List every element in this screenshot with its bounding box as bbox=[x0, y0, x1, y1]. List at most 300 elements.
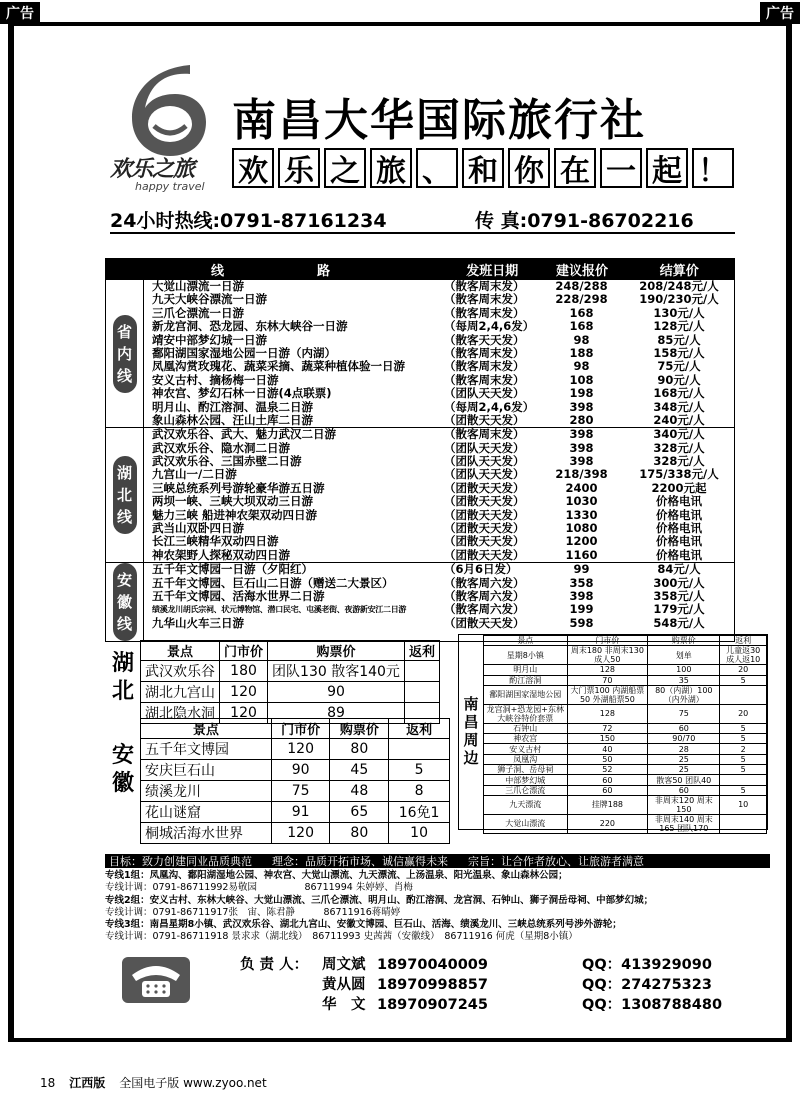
route-price: 2400 bbox=[565, 481, 598, 495]
route-name: 三爪仑漂流一日游 bbox=[152, 306, 244, 320]
route-settle: 190/230元/人 bbox=[639, 293, 719, 307]
route-schedule: （团队天天发） bbox=[444, 441, 525, 455]
route-row[interactable] bbox=[144, 509, 734, 522]
header-cell: 返利 bbox=[404, 641, 439, 661]
route-price: 398 bbox=[569, 400, 594, 414]
route-name: 武当山双卧四日游 bbox=[152, 522, 244, 536]
route-schedule: （散客周末发） bbox=[444, 373, 525, 387]
table-cell: 九天漂流 bbox=[484, 795, 568, 814]
nanchang-label: 南昌周边 bbox=[463, 695, 479, 767]
slogan-char: 之 bbox=[324, 148, 366, 188]
header-cell: 购票价 bbox=[268, 641, 405, 661]
table-cell: 团队130 散客140元 bbox=[268, 661, 405, 682]
route-section bbox=[106, 279, 734, 427]
route-row[interactable] bbox=[144, 360, 734, 373]
footer bbox=[40, 1074, 267, 1091]
route-section bbox=[106, 427, 734, 562]
route-name: 安义古村、摘杨梅一日游 bbox=[152, 373, 279, 387]
table-cell: 大觉山漂流 bbox=[484, 814, 568, 833]
table-cell bbox=[404, 682, 439, 703]
route-schedule: （团散天天发） bbox=[444, 413, 525, 427]
table-cell: 绩溪龙川 bbox=[141, 781, 272, 802]
route-settle: 75元/人 bbox=[657, 360, 701, 374]
contact-qq[interactable]: QQ：274275323 bbox=[582, 977, 712, 993]
route-name: 新龙宫洞、恐龙园、东林大峡谷一日游 bbox=[152, 320, 348, 334]
table-row bbox=[484, 785, 767, 795]
table-cell: 5 bbox=[720, 734, 767, 744]
group-line: 专线1组：凤凰沟、鄱阳湖湿地公园、神农宫、大觉山漂流、九天漂流、上汤温泉、阳光温泉、象山森林公园； bbox=[105, 870, 568, 881]
route-schedule: （散客周末发） bbox=[444, 428, 525, 442]
route-price: 99 bbox=[573, 563, 590, 577]
header-cell: 返利 bbox=[720, 636, 767, 646]
anhui-ticket-table bbox=[140, 718, 450, 844]
slogan-char: 你 bbox=[508, 148, 550, 188]
table-cell: 60 bbox=[648, 723, 720, 733]
table-cell: 龙宫洞+恐龙园+东林大峡谷特价套票 bbox=[484, 704, 568, 723]
route-price: 280 bbox=[569, 413, 594, 427]
slogan-char: 、 bbox=[416, 148, 458, 188]
table-cell: 狮子洞、岳母祠 bbox=[484, 765, 568, 775]
table-cell: 50 bbox=[567, 754, 648, 764]
table-cell: 5 bbox=[720, 754, 767, 764]
slogan-char: ！ bbox=[692, 148, 734, 188]
route-schedule: （团散天天发） bbox=[444, 548, 525, 562]
route-schedule: （散客周末发） bbox=[444, 346, 525, 360]
route-settle: 价格电讯 bbox=[656, 548, 702, 562]
group-line: 专线3组：南昌星期8小镇、武汉欢乐谷、湖北九宫山、安徽文博园、巨石山、活海、绩溪龙川、三峡总统系列号涉外游轮； bbox=[105, 919, 622, 931]
table-row bbox=[484, 734, 767, 744]
route-price: 98 bbox=[573, 333, 590, 347]
route-row[interactable] bbox=[144, 320, 734, 333]
region-cell bbox=[106, 563, 144, 641]
mission-concept: 理念：品质开拓市场、诚信赢得未来 bbox=[272, 855, 448, 868]
header-schedule: 发班日期 bbox=[466, 263, 519, 279]
table-row bbox=[141, 781, 450, 802]
route-row[interactable] bbox=[144, 549, 734, 562]
table-header bbox=[484, 636, 767, 646]
table-row bbox=[141, 802, 450, 823]
route-row[interactable] bbox=[144, 590, 734, 603]
route-name: 大觉山漂流一日游 bbox=[152, 280, 244, 293]
table-cell: 80 bbox=[330, 823, 389, 844]
header-cell: 门市价 bbox=[220, 641, 268, 661]
route-settle: 价格电讯 bbox=[656, 535, 702, 549]
table-cell: 25 bbox=[648, 765, 720, 775]
header-cell: 购票价 bbox=[330, 719, 389, 739]
contact-role: 负 责 人： bbox=[240, 957, 309, 973]
header-cell: 景点 bbox=[141, 641, 220, 661]
table-row bbox=[484, 704, 767, 723]
route-settle: 179元/人 bbox=[653, 603, 705, 617]
table-cell: 8 bbox=[389, 781, 450, 802]
slogan-char: 在 bbox=[554, 148, 596, 188]
table-cell: 80（内湖）100（内外湖） bbox=[648, 685, 720, 704]
table-cell: 非周末140 周末165 团队170 bbox=[648, 814, 720, 833]
table-cell: 40 bbox=[567, 744, 648, 754]
contact-role bbox=[240, 995, 322, 1015]
table-cell: 60 bbox=[567, 785, 648, 795]
header-route: 线 路 bbox=[210, 263, 370, 279]
route-price: 199 bbox=[569, 603, 594, 617]
table-row bbox=[484, 814, 767, 833]
route-row[interactable] bbox=[144, 387, 734, 400]
route-price: 1330 bbox=[565, 508, 598, 522]
table-cell: 91 bbox=[271, 802, 330, 823]
table-cell: 5 bbox=[720, 765, 767, 775]
table-cell: 128 bbox=[567, 704, 648, 723]
page-title: 南昌大华国际旅行社 bbox=[232, 95, 646, 146]
mission-goal: 目标：致力创建同业品质典范 bbox=[109, 855, 252, 868]
contact-name: 华 文 bbox=[322, 997, 366, 1013]
slogan-char: 起 bbox=[646, 148, 688, 188]
table-cell: 120 bbox=[271, 823, 330, 844]
table-cell: 75 bbox=[271, 781, 330, 802]
contact-role bbox=[240, 975, 322, 995]
route-row[interactable] bbox=[144, 374, 734, 387]
contact-phone[interactable]: 18970998857 bbox=[377, 977, 488, 993]
header-cell: 门市价 bbox=[567, 636, 648, 646]
region-cell bbox=[106, 428, 144, 562]
logo-sub: happy travel bbox=[135, 180, 205, 193]
table-row bbox=[484, 646, 767, 665]
route-price: 198 bbox=[569, 387, 594, 401]
table-cell: 35 bbox=[648, 675, 720, 685]
route-price: 358 bbox=[569, 576, 594, 590]
table-cell: 52 bbox=[567, 765, 648, 775]
table-cell: 大门票100 内湖船票50 外湖船票50 bbox=[567, 685, 648, 704]
route-settle: 128元/人 bbox=[653, 320, 705, 334]
route-row[interactable] bbox=[144, 455, 734, 468]
hubei-label: 湖北 bbox=[111, 651, 134, 704]
region-label: 湖 北 线 bbox=[113, 456, 137, 534]
region-cell bbox=[106, 280, 144, 427]
table-row bbox=[484, 754, 767, 764]
telephone-icon bbox=[120, 955, 192, 1005]
header-settle: 结算价 bbox=[659, 263, 699, 279]
header-price: 建议报价 bbox=[556, 263, 609, 279]
table-cell: 酌江溶洞 bbox=[484, 675, 568, 685]
table-cell: 五千年文博园 bbox=[141, 739, 272, 760]
logo-text: 欢乐之旅 bbox=[110, 157, 195, 182]
route-schedule: （6月6日发） bbox=[444, 563, 518, 577]
contact-list bbox=[240, 955, 722, 1015]
route-settle: 548元/人 bbox=[653, 616, 705, 630]
region-label: 省 内 线 bbox=[113, 315, 137, 393]
route-schedule: （团散天天发） bbox=[444, 535, 525, 549]
route-settle: 2200元起 bbox=[651, 481, 707, 495]
table-cell: 25 bbox=[648, 754, 720, 764]
table-cell: 128 bbox=[567, 665, 648, 675]
header-cell: 购票价 bbox=[648, 636, 720, 646]
route-row[interactable] bbox=[144, 603, 734, 616]
group-contact: 专线计调：0791-86711992易敬园 86711994 朱婷婷、肖梅 bbox=[105, 882, 413, 894]
group-contact: 专线计调：0791-86711918 景求求（湖北线） 86711993 史茜茜（安徽线） 86711916 何虎（星期8小镇） bbox=[105, 931, 578, 943]
route-price: 168 bbox=[569, 320, 594, 334]
route-settle: 158元/人 bbox=[653, 346, 705, 360]
route-price: 98 bbox=[573, 360, 590, 374]
route-row[interactable] bbox=[144, 563, 734, 576]
route-name: 五千年文博园一日游（夕阳红） bbox=[152, 563, 313, 577]
route-schedule: （团散天天发） bbox=[444, 495, 525, 509]
route-row[interactable] bbox=[144, 347, 734, 360]
table-cell: 60 bbox=[648, 785, 720, 795]
route-row[interactable] bbox=[144, 334, 734, 347]
header-cell: 返利 bbox=[389, 719, 450, 739]
route-row[interactable] bbox=[144, 401, 734, 414]
mission-purpose: 宗旨：让合作者放心、让旅游者满意 bbox=[468, 855, 644, 868]
divider bbox=[110, 232, 735, 234]
route-row[interactable] bbox=[144, 577, 734, 590]
table-header bbox=[141, 719, 450, 739]
route-schedule: （散客周六发） bbox=[444, 603, 525, 617]
table-cell: 120 bbox=[271, 739, 330, 760]
route-price: 1200 bbox=[565, 535, 598, 549]
route-name: 魅力三峡 船进神农架双动四日游 bbox=[152, 508, 318, 522]
table-cell: 中部梦幻城 bbox=[484, 775, 568, 785]
table-cell: 安义古村 bbox=[484, 744, 568, 754]
route-row[interactable] bbox=[144, 442, 734, 455]
route-rows bbox=[144, 428, 734, 562]
logo bbox=[110, 60, 230, 200]
table-cell: 5 bbox=[389, 760, 450, 781]
table-cell: 儿童返30 成人返10 bbox=[720, 646, 767, 665]
route-settle: 300元/人 bbox=[653, 576, 705, 590]
table-cell bbox=[720, 814, 767, 833]
table-row bbox=[484, 765, 767, 775]
route-settle: 价格电讯 bbox=[656, 508, 702, 522]
route-price: 168 bbox=[569, 306, 594, 320]
route-section bbox=[106, 562, 734, 641]
route-name: 绩溪龙川胡氏宗祠、状元博物馆、潜口民宅、屯溪老街、夜游新安江二日游 bbox=[152, 605, 407, 615]
route-settle: 价格电讯 bbox=[656, 495, 702, 509]
route-settle: 208/248元/人 bbox=[639, 280, 719, 293]
route-schedule: （散客天天发） bbox=[444, 333, 525, 347]
route-schedule: （团队天天发） bbox=[444, 468, 525, 482]
table-cell: 75 bbox=[648, 704, 720, 723]
route-row[interactable] bbox=[144, 468, 734, 481]
table-cell: 60 bbox=[567, 775, 648, 785]
route-name: 五千年文博园、巨石山二日游（赠送二大景区） bbox=[152, 576, 394, 590]
table-cell: 100 bbox=[648, 665, 720, 675]
route-table-header bbox=[106, 259, 734, 279]
table-cell bbox=[720, 685, 767, 704]
table-cell: 16免1 bbox=[389, 802, 450, 823]
table-cell: 220 bbox=[567, 814, 648, 833]
route-settle: 价格电讯 bbox=[656, 522, 702, 536]
group-line: 专线2组：安义古村、东林大峡谷、大觉山漂流、三爪仑漂流、明月山、酌江溶洞、龙宫洞、石钟山、狮子洞岳母祠、中部梦幻城； bbox=[105, 894, 654, 906]
table-row bbox=[484, 744, 767, 754]
route-table bbox=[105, 258, 735, 642]
route-name: 靖安中部梦幻城一日游 bbox=[152, 333, 267, 347]
table-cell: 90 bbox=[271, 760, 330, 781]
table-cell: 45 bbox=[330, 760, 389, 781]
route-name: 九华山火车三日游 bbox=[152, 616, 244, 630]
table-cell: 80 bbox=[330, 739, 389, 760]
table-cell bbox=[720, 775, 767, 785]
table-cell: 星期8小镇 bbox=[484, 646, 568, 665]
contact-row bbox=[240, 975, 722, 995]
route-name: 五千年文博园、活海水世界二日游 bbox=[152, 589, 325, 603]
route-schedule: （散客周末发） bbox=[444, 306, 525, 320]
route-settle: 85元/人 bbox=[657, 333, 701, 347]
route-name: 武汉欢乐谷、隐水洞二日游 bbox=[152, 441, 290, 455]
table-cell: 散客50 团队40 bbox=[648, 775, 720, 785]
table-cell: 湖北隐水洞 bbox=[141, 703, 220, 724]
route-settle: 358元/人 bbox=[653, 589, 705, 603]
route-name: 神农架野人探秘双动四日游 bbox=[152, 548, 290, 562]
table-cell: 2 bbox=[720, 744, 767, 754]
ad-label-right: 广告 bbox=[760, 2, 800, 24]
slogan-char: 欢 bbox=[232, 148, 274, 188]
slogan-char: 乐 bbox=[278, 148, 320, 188]
table-cell: 划单 bbox=[648, 646, 720, 665]
route-schedule: （散客周末发） bbox=[444, 280, 525, 293]
route-name: 明月山、酌江溶洞、温泉二日游 bbox=[152, 400, 313, 414]
table-cell: 180 bbox=[220, 661, 268, 682]
table-row bbox=[484, 675, 767, 685]
contact-name: 周文斌 bbox=[322, 957, 366, 973]
table-cell: 非周末120 周末150 bbox=[648, 795, 720, 814]
route-name: 九宫山一/二日游 bbox=[152, 468, 237, 482]
table-row bbox=[141, 823, 450, 844]
table-cell: 48 bbox=[330, 781, 389, 802]
route-price: 248/288 bbox=[555, 280, 608, 293]
ad-label-left: 广告 bbox=[0, 2, 40, 24]
route-row[interactable] bbox=[144, 535, 734, 548]
route-rows bbox=[144, 280, 734, 427]
table-cell: 花山谜窟 bbox=[141, 802, 272, 823]
route-row[interactable] bbox=[144, 307, 734, 320]
contact-phone[interactable]: 18970907245 bbox=[377, 997, 488, 1013]
table-row bbox=[484, 723, 767, 733]
route-price: 108 bbox=[569, 373, 594, 387]
route-name: 武汉欢乐谷、武大、魅力武汉二日游 bbox=[152, 428, 336, 442]
route-settle: 175/338元/人 bbox=[639, 468, 719, 482]
route-schedule: （散客周六发） bbox=[444, 576, 525, 590]
contact-phone[interactable]: 18970040009 bbox=[377, 957, 488, 973]
route-schedule: （团队天天发） bbox=[444, 387, 525, 401]
route-price: 398 bbox=[569, 589, 594, 603]
nanchang-ticket-table bbox=[483, 635, 767, 834]
route-price: 188 bbox=[569, 346, 594, 360]
route-price: 598 bbox=[569, 616, 594, 630]
page-number: 18 bbox=[40, 1075, 56, 1090]
table-cell: 三爪仑漂流 bbox=[484, 785, 568, 795]
route-row[interactable] bbox=[144, 617, 734, 630]
route-settle: 348元/人 bbox=[653, 400, 705, 414]
route-settle: 168元/人 bbox=[653, 387, 705, 401]
table-cell: 20 bbox=[720, 704, 767, 723]
route-price: 398 bbox=[569, 455, 594, 469]
route-settle: 328元/人 bbox=[653, 441, 705, 455]
route-settle: 84元/人 bbox=[657, 563, 701, 577]
route-settle: 328元/人 bbox=[653, 455, 705, 469]
region-label: 安 徽 线 bbox=[113, 563, 137, 641]
route-row[interactable] bbox=[144, 482, 734, 495]
table-cell: 凤凰沟 bbox=[484, 754, 568, 764]
slogan bbox=[232, 148, 734, 188]
slogan-char: 一 bbox=[600, 148, 642, 188]
table-cell: 90/70 bbox=[648, 734, 720, 744]
route-name: 两坝一峡、三峡大坝双动三日游 bbox=[152, 495, 313, 509]
hubei-ticket-table bbox=[140, 640, 440, 724]
table-cell: 湖北九宫山 bbox=[141, 682, 220, 703]
route-schedule: （散客周末发） bbox=[444, 360, 525, 374]
route-schedule: （团散天天发） bbox=[444, 508, 525, 522]
route-schedule: （团散天天发） bbox=[444, 522, 525, 536]
table-cell: 鄱阳湖国家湿地公园 bbox=[484, 685, 568, 704]
route-schedule: （团队天天发） bbox=[444, 455, 525, 469]
route-row[interactable] bbox=[144, 293, 734, 306]
route-schedule: （团散天天发） bbox=[444, 616, 525, 630]
group-list bbox=[105, 870, 770, 944]
header-cell: 景点 bbox=[484, 636, 568, 646]
six-logo-icon bbox=[120, 60, 215, 160]
route-name: 九天大峡谷漂流一日游 bbox=[152, 293, 267, 307]
route-settle: 130元/人 bbox=[653, 306, 705, 320]
table-cell: 10 bbox=[720, 795, 767, 814]
contact-qq[interactable]: QQ：413929090 bbox=[582, 957, 712, 973]
contact-row bbox=[240, 995, 722, 1015]
table-cell: 神农宫 bbox=[484, 734, 568, 744]
route-row[interactable] bbox=[144, 495, 734, 508]
route-price: 1030 bbox=[565, 495, 598, 509]
table-cell: 70 bbox=[567, 675, 648, 685]
route-rows bbox=[144, 563, 734, 641]
table-cell bbox=[404, 661, 439, 682]
table-cell: 72 bbox=[567, 723, 648, 733]
table-cell: 28 bbox=[648, 744, 720, 754]
table-cell: 90 bbox=[268, 682, 405, 703]
slogan-char: 和 bbox=[462, 148, 504, 188]
website[interactable]: 全国电子版 www.zyoo.net bbox=[119, 1076, 267, 1090]
anhui-label: 安徽 bbox=[111, 743, 134, 796]
table-cell: 桐城活海水世界 bbox=[141, 823, 272, 844]
table-row bbox=[141, 739, 450, 760]
table-row bbox=[484, 665, 767, 675]
mission-bar bbox=[105, 854, 770, 868]
route-price: 398 bbox=[569, 428, 594, 442]
route-schedule: （散客周六发） bbox=[444, 589, 525, 603]
route-row[interactable] bbox=[144, 428, 734, 441]
edition: 江西版 bbox=[69, 1076, 106, 1090]
table-cell bbox=[389, 739, 450, 760]
fax: 传 真:0791-86702216 bbox=[475, 210, 694, 232]
route-settle: 340元/人 bbox=[653, 428, 705, 442]
route-row[interactable] bbox=[144, 522, 734, 535]
route-row[interactable] bbox=[144, 414, 734, 427]
contact-row bbox=[240, 955, 722, 975]
route-row[interactable] bbox=[144, 280, 734, 293]
table-header bbox=[141, 641, 440, 661]
route-price: 1080 bbox=[565, 522, 598, 536]
contact-qq[interactable]: QQ：1308788480 bbox=[582, 997, 723, 1013]
route-name: 神农宫、梦幻石林一日游(4点联票) bbox=[152, 387, 332, 401]
table-row bbox=[484, 685, 767, 704]
route-price: 1160 bbox=[565, 548, 598, 562]
table-cell: 20 bbox=[720, 665, 767, 675]
table-cell: 周末180 非周末130 成人50 bbox=[567, 646, 648, 665]
table-cell: 明月山 bbox=[484, 665, 568, 675]
route-name: 长江三峡精华双动四日游 bbox=[152, 535, 279, 549]
table-cell: 石钟山 bbox=[484, 723, 568, 733]
nanchang-ticket-box bbox=[458, 634, 768, 833]
header-cell: 景点 bbox=[141, 719, 272, 739]
table-cell: 65 bbox=[330, 802, 389, 823]
table-cell: 5 bbox=[720, 723, 767, 733]
table-cell: 150 bbox=[567, 734, 648, 744]
route-settle: 240元/人 bbox=[653, 413, 705, 427]
